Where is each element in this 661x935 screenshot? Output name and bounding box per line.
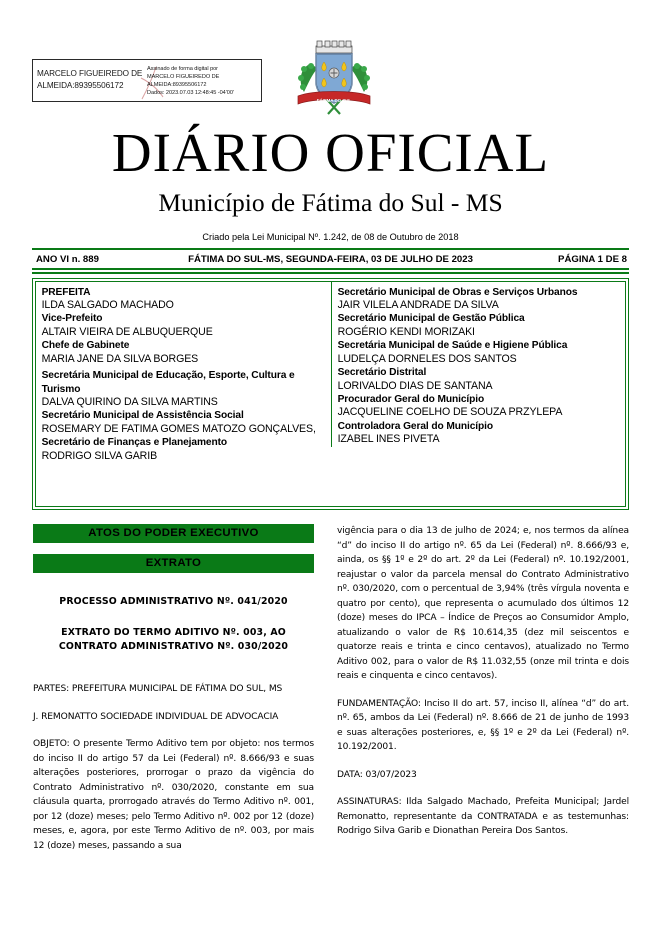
official-role: Secretário Distrital bbox=[337, 367, 427, 379]
infobar-year-issue: ANO VI n. 889 bbox=[36, 254, 99, 265]
official-role: Chefe de Gabinete bbox=[41, 340, 130, 352]
official-role: Controladora Geral do Município bbox=[337, 421, 493, 433]
infobar-rule-bottom-thin bbox=[32, 272, 629, 274]
paragraph-data: DATA: 03/07/2023 bbox=[337, 769, 417, 780]
paragraph-fundamentacao: FUNDAMENTAÇÃO: Inciso II do art. 57, inciso II, alínea “d” do art. nº. 65, ambos da Lei (Federal) nº. 8.666 de 21 de junho de 1993 e suas alterações posteriores, e, §§ 1º e 2º da Lei (Federal) nº. 10.192/2001. bbox=[337, 698, 629, 752]
official-name: MARIA JANE DA SILVA BORGES bbox=[41, 352, 199, 365]
official-role: Secretário Municipal de Gestão Pública bbox=[337, 313, 525, 325]
document-heading-processo: PROCESSO ADMINISTRATIVO Nº. 041/2020 bbox=[59, 596, 288, 607]
content-column-left bbox=[33, 524, 314, 853]
section-banner-extrato: EXTRATO bbox=[33, 554, 314, 573]
infobar-page-number: PÁGINA 1 DE 8 bbox=[558, 254, 627, 265]
signature-metadata bbox=[147, 65, 261, 97]
official-name: JAIR VILELA ANDRADE DA SILVA bbox=[337, 298, 499, 311]
paragraph-objeto: OBJETO: O presente Termo Aditivo tem por objeto: nos termos do inciso II do artigo 57 da Lei (Federal) nº. 8.666/93 e suas alterações posteriores, prorrogar o prazo da vigência do Contrato Administrativo nº. 030/2020, constante em sua cláusula quarta, prorrogado através do Termo Aditivo nº. 001, por 12 (doze) meses; pelo Termo Aditivo nº. 002 por 12 (doze) meses, e, agora, por este Termo Aditivo de nº. 003, por mais 12 (doze) meses, passando a sua bbox=[33, 739, 314, 851]
document-heading-extrato: EXTRATO DO TERMO ADITIVO Nº. 003, AO CONTRATO ADMINISTRATIVO Nº. 030/2020 bbox=[58, 627, 289, 652]
svg-text:FÁTIMA DO SUL: FÁTIMA DO SUL bbox=[316, 98, 352, 103]
paragraph-assinaturas: ASSINATURAS: Ilda Salgado Machado, Prefeita Municipal; Jardel Remonatto, representante da CONTRATADA e as testemunhas: Rodrigo Silva Garib e Dionathan Pereira Dos Santos. bbox=[337, 797, 629, 836]
official-name: ROSEMARY DE FATIMA GOMES MATOZO GONÇALVES, bbox=[41, 422, 316, 435]
infobar-rule-bottom bbox=[32, 268, 629, 270]
paragraph-partes: PARTES: PREFEITURA MUNICIPAL DE FÁTIMA DO SUL, MS bbox=[33, 684, 283, 695]
signature-meta-line-2: MARCELO FIGUEIREDO DE bbox=[147, 74, 220, 81]
official-role: Procurador Geral do Município bbox=[337, 394, 485, 406]
masthead bbox=[0, 124, 661, 243]
official-role: PREFEITA bbox=[41, 286, 91, 298]
official-name: ROGÉRIO KENDI MORIZAKI bbox=[337, 325, 475, 338]
paragraph-objeto-continuation: vigência para o dia 13 de julho de 2024; e, nos termos da alínea “d” do inciso II do artigo nº. 65 da Lei (Federal) nº. 8.666/93 e, ainda, os §§ 1º e 2º do art. 2º da Lei (Federal) nº. 10.192/2001, reajustar o valor da parcela mensal do Contrato Administrativo nº. 030/2020, com o percentual de 3,94% (três vírgula noventa e quatro por cento), que representa o acumulado dos últimos 12 (doze) meses do IPCA – Índice de Preços ao Consumidor Amplo, atualizando o valor de R$ 10.614,35 (dez mil seiscentos e quatorze reais e trinta e cinco centavos), atualizado no Termo Aditivo 002, para o valor de R$ 11.032,55 (onze mil trinta e dois reais e cinquenta e cinco centavos). bbox=[337, 526, 629, 681]
masthead-subtitle: Município de Fátima do Sul - MS bbox=[158, 188, 503, 217]
signature-meta-line-4: Dados: 2023.07.03 12:48:45 -04'00' bbox=[147, 90, 234, 97]
official-name: LUDELÇA DORNELES DOS SANTOS bbox=[337, 352, 517, 365]
official-name: DALVA QUIRINO DA SILVA MARTINS bbox=[41, 395, 218, 408]
official-name: LORIVALDO DIAS DE SANTANA bbox=[337, 379, 493, 392]
officials-column-right bbox=[331, 282, 625, 447]
paragraph-partes-contratada: J. REMONATTO SOCIEDADE INDIVIDUAL DE ADVOCACIA bbox=[33, 711, 279, 722]
signature-signer-name: MARCELO FIGUEIREDO DE ALMEIDA:89395506172 bbox=[37, 69, 143, 90]
officials-box-inner bbox=[35, 281, 626, 507]
official-role: Secretária Municipal de Saúde e Higiene Pública bbox=[337, 340, 568, 352]
official-name: ILDA SALGADO MACHADO bbox=[41, 298, 174, 311]
masthead-law-line: Criado pela Lei Municipal Nº. 1.242, de 08 de Outubro de 2018 bbox=[202, 232, 459, 242]
infobar-place-date: FÁTIMA DO SUL-MS, SEGUNDA-FEIRA, 03 DE JULHO DE 2023 bbox=[188, 254, 473, 265]
official-role: Secretário Municipal de Obras e Serviços Urbanos bbox=[337, 286, 578, 298]
page-title: DIÁRIO OFICIAL bbox=[111, 122, 550, 183]
signature-meta-line-3: ALMEIDA:89395506172 bbox=[147, 82, 207, 89]
officials-box bbox=[32, 278, 629, 510]
official-role: Secretária Municipal de Educação, Esporte, Cultura e Turismo bbox=[41, 370, 295, 395]
infobar-rule-top bbox=[32, 248, 629, 250]
official-role: Vice-Prefeito bbox=[41, 313, 103, 325]
coat-of-arms-icon bbox=[292, 38, 376, 122]
content-column-right bbox=[337, 524, 629, 839]
infobar bbox=[32, 251, 629, 268]
officials-column-left bbox=[36, 282, 331, 464]
section-banner-atos: ATOS DO PODER EXECUTIVO bbox=[33, 524, 314, 543]
official-name: ALTAIR VIEIRA DE ALBUQUERQUE bbox=[41, 325, 213, 338]
official-role: Secretário Municipal de Assistência Social bbox=[41, 410, 244, 422]
official-name: RODRIGO SILVA GARIB bbox=[41, 449, 158, 462]
digital-signature-stamp bbox=[32, 59, 262, 102]
official-role: Secretário de Finanças e Planejamento bbox=[41, 437, 228, 449]
official-name: IZABEL INES PIVETA bbox=[337, 433, 440, 446]
official-name: JACQUELINE COELHO DE SOUZA PRZYLEPA bbox=[337, 406, 563, 419]
signature-meta-line-1: Assinado de forma digital por bbox=[147, 66, 218, 72]
